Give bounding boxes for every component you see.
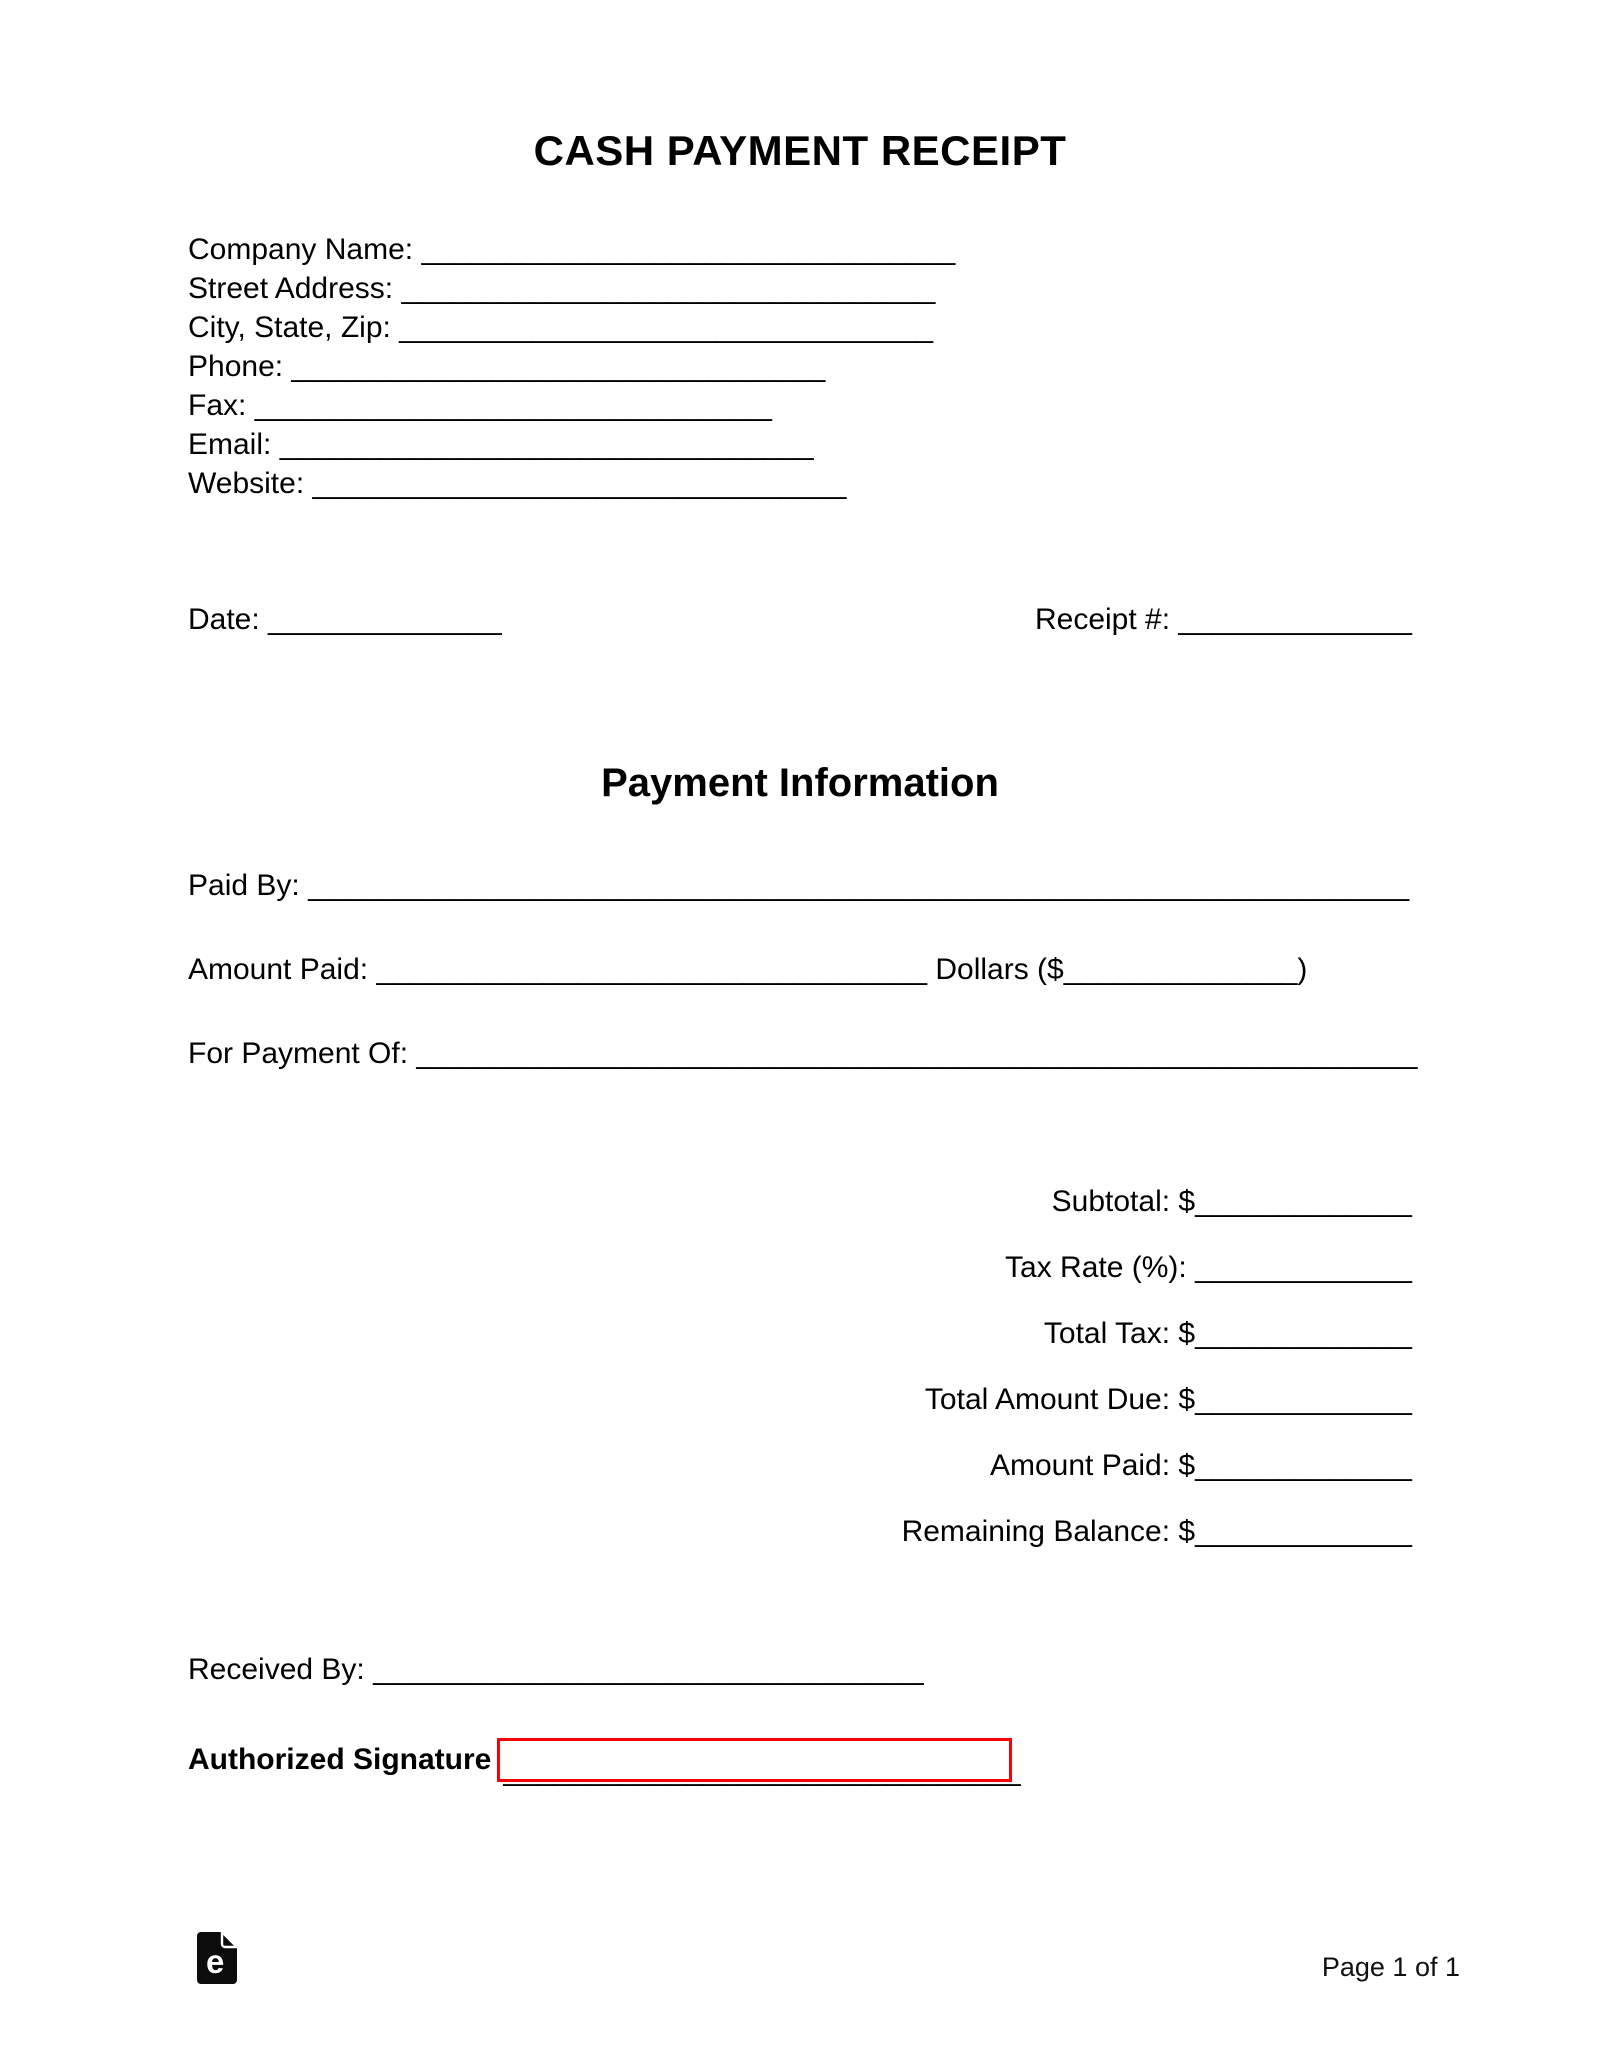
- remaining-balance-blank-line: _____________: [1195, 1515, 1412, 1548]
- street-address-label: Street Address:: [188, 272, 402, 305]
- subtotal-blank-line: _____________: [1195, 1185, 1412, 1218]
- phone-blank-line: ________________________________: [291, 350, 826, 383]
- paid-by-label: Paid By:: [188, 869, 309, 902]
- date-receipt-row: [188, 600, 1412, 639]
- subtotal-row: [188, 1182, 1412, 1221]
- amount-paid-total-row: [188, 1446, 1412, 1485]
- payment-details-block: [188, 866, 1418, 1073]
- website-blank-line: ________________________________: [312, 467, 847, 500]
- eforms-document-logo-icon: [197, 1932, 237, 1984]
- email-label: Email:: [188, 428, 280, 461]
- tax-rate-row: [188, 1248, 1412, 1287]
- for-payment-of-label: For Payment Of:: [188, 1037, 417, 1070]
- fax-row: [188, 386, 1412, 425]
- amount-paid-total-blank-line: _____________: [1195, 1449, 1412, 1482]
- city-state-zip-blank-line: ________________________________: [399, 311, 934, 344]
- received-by-blank-line: _________________________________: [373, 1653, 924, 1686]
- signature-field-box[interactable]: [497, 1738, 1021, 1787]
- payment-information-heading: Payment Information: [601, 761, 999, 805]
- date-label: Date:: [188, 603, 269, 636]
- dollars-blank-line: ______________: [1063, 953, 1298, 986]
- company-info-block: [188, 230, 1412, 503]
- total-amount-due-blank-line: _____________: [1195, 1383, 1412, 1416]
- total-tax-blank-line: _____________: [1195, 1317, 1412, 1350]
- signature-blank-line: _______________________________: [503, 1754, 1021, 1787]
- total-amount-due-row: [188, 1380, 1412, 1419]
- dollars-label: Dollars ($: [927, 953, 1064, 986]
- total-tax-label: Total Tax: $: [1043, 1317, 1196, 1350]
- date-field: [188, 600, 502, 639]
- email-row: [188, 425, 1412, 464]
- amount-paid-blank-line: _________________________________: [376, 953, 928, 986]
- page-number: Page 1 of 1: [1321, 1952, 1460, 1982]
- amount-paid-row: [188, 950, 1412, 989]
- email-blank-line: ________________________________: [279, 428, 814, 461]
- paid-by-row: [188, 866, 1412, 905]
- tax-rate-label: Tax Rate (%):: [1005, 1251, 1196, 1284]
- authorized-signature-label: Authorized Signature: [188, 1743, 492, 1776]
- totals-block: [188, 1182, 1412, 1551]
- company-name-label: Company Name:: [188, 233, 422, 266]
- received-by-label: Received By:: [188, 1653, 374, 1686]
- total-tax-row: [188, 1314, 1412, 1353]
- receipt-number-blank-line: ______________: [1178, 603, 1412, 636]
- remaining-balance-label: Remaining Balance: $: [901, 1515, 1196, 1548]
- tax-rate-blank-line: _____________: [1195, 1251, 1412, 1284]
- website-label: Website:: [188, 467, 313, 500]
- receipt-number-label: Receipt #:: [1034, 603, 1179, 636]
- for-payment-of-blank-line: ____________________________________________________________: [416, 1037, 1418, 1070]
- subtotal-label: Subtotal: $: [1051, 1185, 1196, 1218]
- remaining-balance-row: [188, 1512, 1412, 1551]
- amount-paid-label: Amount Paid:: [188, 953, 377, 986]
- fax-label: Fax:: [188, 389, 255, 422]
- phone-label: Phone:: [188, 350, 292, 383]
- city-state-zip-row: [188, 308, 1412, 347]
- amount-paid-total-label: Amount Paid: $: [989, 1449, 1196, 1482]
- received-by-row: [188, 1650, 1412, 1689]
- street-address-row: [188, 269, 1412, 308]
- paid-by-blank-line: __________________________________________________________________: [308, 869, 1410, 902]
- website-row: [188, 464, 1412, 503]
- date-blank-line: ______________: [268, 603, 502, 636]
- city-state-zip-label: City, State, Zip:: [188, 311, 400, 344]
- logo-letter: e: [206, 1943, 225, 1980]
- total-amount-due-label: Total Amount Due: $: [924, 1383, 1196, 1416]
- dollars-close-paren: ): [1297, 953, 1308, 986]
- phone-row: [188, 347, 1412, 386]
- fax-blank-line: _______________________________: [254, 389, 772, 422]
- company-name-blank-line: ________________________________: [421, 233, 956, 266]
- document-title: CASH PAYMENT RECEIPT: [533, 127, 1067, 174]
- street-address-blank-line: ________________________________: [401, 272, 936, 305]
- authorized-signature-row: [188, 1738, 1412, 1787]
- company-name-row: [188, 230, 1412, 269]
- receipt-number-field: [1035, 600, 1412, 639]
- for-payment-of-row: [188, 1034, 1418, 1073]
